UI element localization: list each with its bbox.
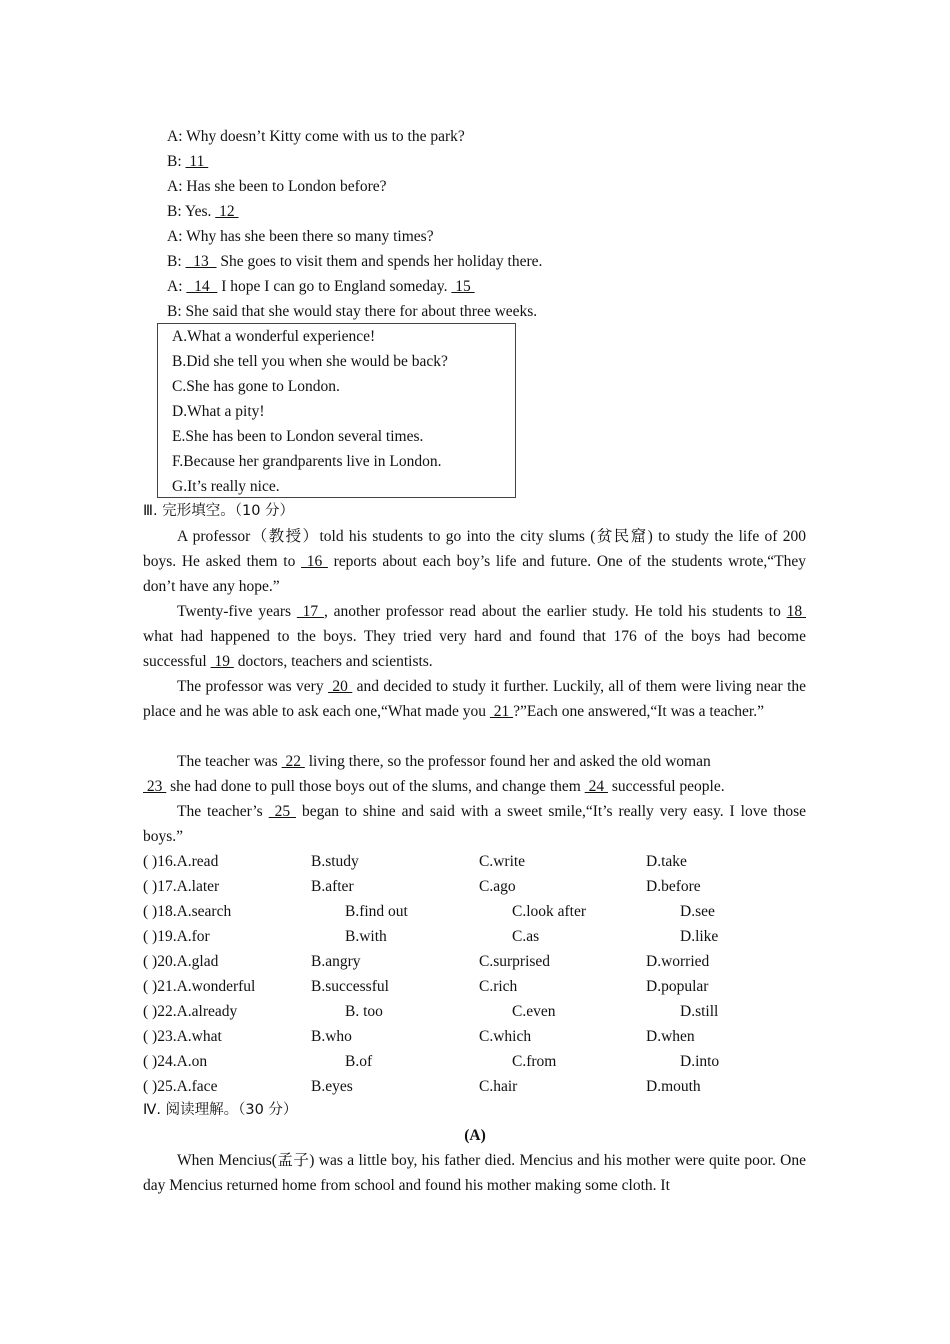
blank-19: 19 (210, 653, 234, 670)
question-22-option-b: B. too (345, 1003, 383, 1020)
option-a: A.What a wonderful experience! (172, 328, 376, 345)
question-17-stem: ( )17.A.later (143, 878, 220, 895)
blank-20: 20 (327, 678, 353, 695)
question-18-option-c: C.look after (512, 903, 587, 920)
option-b: B.Did she tell you when she would be back? (172, 353, 448, 370)
option-f: F.Because her grandparents live in London. (172, 453, 442, 470)
question-22-option-d: D.still (680, 1003, 719, 1020)
question-20-option-b: B.angry (311, 953, 361, 970)
section-3-heading: Ⅲ. 完形填空。（10 分） (143, 503, 295, 519)
question-24-option-d: D.into (680, 1053, 720, 1070)
question-23-option-c: C.which (479, 1028, 532, 1045)
question-20-option-c: C.surprised (479, 953, 551, 970)
blank-22: 22 (281, 753, 305, 770)
blank-18: 18 (786, 603, 807, 620)
question-16-option-c: C.write (479, 853, 526, 870)
question-22-stem: ( )22.A.already (143, 1003, 238, 1020)
question-22-option-c: C.even (512, 1003, 556, 1020)
question-19-option-d: D.like (680, 928, 719, 945)
passage-label: (A) (464, 1127, 486, 1144)
question-16-option-d: D.take (646, 853, 687, 870)
cloze-paragraph-4-line-2: 23 she had done to pull those boys out of the slums, and change them 24 successful people. (143, 778, 725, 795)
question-17-option-c: C.ago (479, 878, 516, 895)
blank-23: 23 (143, 778, 167, 795)
question-16-option-b: B.study (311, 853, 359, 870)
question-19-option-c: C.as (512, 928, 540, 945)
blank-15: 15 (451, 278, 475, 295)
question-25-stem: ( )25.A.face (143, 1078, 218, 1095)
blank-24: 24 (584, 778, 608, 795)
cloze-paragraph-4-line-1: The teacher was 22 living there, so the professor found her and asked the old woman (177, 753, 711, 770)
question-20-option-d: D.worried (646, 953, 710, 970)
question-18-option-b: B.find out (345, 903, 408, 920)
blank-11: 11 (185, 153, 209, 170)
section-4-heading: Ⅳ. 阅读理解。（30 分） (143, 1102, 298, 1118)
question-21-stem: ( )21.A.wonderful (143, 978, 256, 995)
blank-12: 12 (215, 203, 239, 220)
question-23-option-d: D.when (646, 1028, 695, 1045)
question-21-option-b: B.successful (311, 978, 389, 995)
question-18-option-d: D.see (680, 903, 715, 920)
question-20-stem: ( )20.A.glad (143, 953, 219, 970)
question-17-option-d: D.before (646, 878, 701, 895)
question-21-option-d: D.popular (646, 978, 709, 995)
question-21-option-c: C.rich (479, 978, 518, 995)
cloze-paragraph-5: The teacher’s 25 began to shine and said with a sweet smile,“It’s really very easy. I love those boys.” (143, 803, 806, 845)
question-25-option-c: C.hair (479, 1078, 518, 1095)
option-g: G.It’s really nice. (172, 478, 280, 495)
dialogue-line: A: Why has she been there so many times? (167, 228, 434, 245)
option-d: D.What a pity! (172, 403, 265, 420)
dialogue-line: B: She said that she would stay there for about three weeks. (167, 303, 538, 320)
cloze-paragraph-3: The professor was very 20 and decided to study it further. Luckily, all of them were living near the place and he was able to ask each one,“What made you 21 ?”Each one answered,“It was a teacher.” (143, 678, 807, 720)
dialogue-line: B: Yes. 12 (167, 203, 239, 220)
question-24-stem: ( )24.A.on (143, 1053, 208, 1070)
dialogue-line: A: Why doesn’t Kitty come with us to the park? (167, 128, 465, 145)
option-e: E.She has been to London several times. (172, 428, 424, 445)
question-16-stem: ( )16.A.read (143, 853, 219, 870)
blank-16: 16 (301, 553, 328, 570)
blank-13: 13 (185, 253, 217, 270)
question-23-option-b: B.who (311, 1028, 352, 1045)
blank-14: 14 (186, 278, 218, 295)
option-c: C.She has gone to London. (172, 378, 340, 395)
cloze-paragraph-1: A professor（教授）told his students to go into the city slums (贫民窟) to study the life of 200 boys. He asked them to 16 reports about each boy’s life and future. One of the students wrote,“They don’t have any hope.” (143, 528, 806, 595)
question-19-stem: ( )19.A.for (143, 928, 210, 945)
blank-21: 21 (489, 703, 514, 720)
reading-paragraph-1: When Mencius(孟子) was a little boy, his father died. Mencius and his mother were quite poor. One day Mencius returned home from school and found his mother making some cloth. It (143, 1152, 806, 1194)
cloze-paragraph-2: Twenty-five years 17 , another professor read about the earlier study. He told his students to 18 what had happened to the boys. They tried very hard and found that 176 of the boys had become successful 19 doctors, teachers and scientists. (143, 603, 807, 670)
blank-25: 25 (268, 803, 297, 820)
question-25-option-b: B.eyes (311, 1078, 353, 1095)
question-19-option-b: B.with (345, 928, 387, 945)
dialogue-line: A: Has she been to London before? (167, 178, 387, 195)
question-25-option-d: D.mouth (646, 1078, 701, 1095)
question-24-option-b: B.of (345, 1053, 373, 1070)
question-23-stem: ( )23.A.what (143, 1028, 222, 1045)
dialogue-line: B: 11 (167, 153, 209, 170)
dialogue-line: B: 13 She goes to visit them and spends her holiday there. (167, 253, 543, 270)
question-18-stem: ( )18.A.search (143, 903, 232, 920)
blank-17: 17 (296, 603, 324, 620)
question-24-option-c: C.from (512, 1053, 557, 1070)
dialogue-line: A: 14 I hope I can go to England someday. 15 (167, 278, 475, 295)
question-17-option-b: B.after (311, 878, 354, 895)
